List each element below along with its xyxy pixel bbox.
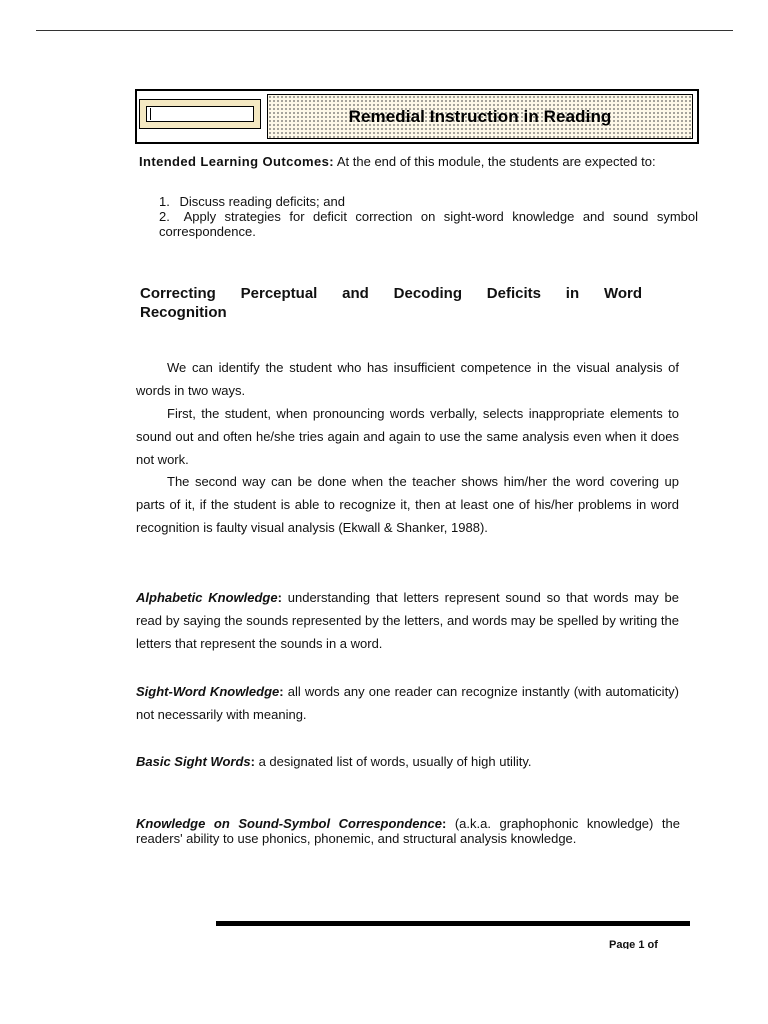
definition-sound-symbol-correspondence	[136, 816, 680, 846]
definition-text: a designated list of words, usually of high utility.	[254, 754, 532, 769]
list-item-number: 1.	[159, 194, 170, 209]
definition-term: Basic Sight Words	[136, 754, 251, 769]
body-paragraph: The second way can be done when the teacher shows him/her the word covering up parts of it, if the student is able to recognize it, then at least one of his/her problems in word recognition is faulty visual analysis (Ekwall & Shanker, 1988).	[136, 474, 679, 535]
definition-text: understanding that letters represent sound so that words may be read by saying the sounds represented by the letters, and words may be spelled by writing the letters that represent the sounds in a word.	[136, 590, 679, 651]
title-box	[135, 89, 699, 144]
title-banner	[267, 94, 693, 139]
definition-colon: :	[250, 754, 255, 769]
title-tab	[139, 99, 261, 129]
definition-text: (a.k.a. graphophonic knowledge) the readers' ability to use phonics, phonemic, and structural analysis knowledge.	[136, 816, 681, 846]
top-rule	[36, 30, 733, 31]
ilo-text: At the end of this module, the students are expected to:	[333, 154, 656, 169]
list-item-text: Discuss reading deficits; and	[179, 194, 345, 209]
list-item	[159, 194, 698, 209]
definition-colon: :	[277, 590, 282, 605]
bottom-rule	[216, 921, 690, 926]
ilo-label: Intended Learning Outcomes:	[139, 154, 334, 169]
definition-term: Alphabetic Knowledge	[136, 590, 278, 605]
list-item	[159, 209, 698, 239]
list-item-number: 2.	[159, 209, 170, 224]
body-paragraph: We can identify the student who has insufficient competence in the visual analysis of words in two ways.	[136, 360, 679, 398]
list-item-text: Apply strategies for deficit correction on sight-word knowledge and sound symbol correspondence.	[159, 209, 698, 239]
definition-colon: :	[279, 684, 284, 699]
definition-text: all words any one reader can recognize instantly (with automaticity) not necessarily with meaning.	[136, 684, 680, 722]
definition-colon: :	[441, 816, 447, 831]
section-heading: Correcting Perceptual and Decoding Deficits in Word Recognition	[140, 285, 642, 321]
outcomes-list	[159, 194, 698, 239]
page-number: Page 1 of	[609, 940, 658, 949]
intended-learning-outcomes	[139, 154, 698, 169]
page-title: Remedial Instruction in Reading	[348, 107, 612, 126]
title-tab-field	[146, 106, 254, 122]
definition-term: Sight-Word Knowledge	[136, 684, 280, 699]
definition-term: Knowledge on Sound-Symbol Correspondence	[136, 816, 442, 831]
definition-basic-sight-words	[136, 754, 548, 769]
definition-alphabetic-knowledge	[136, 586, 679, 655]
definition-sight-word-knowledge	[136, 680, 679, 726]
body-paragraph: First, the student, when pronouncing words verbally, selects inappropriate elements to sound out and often he/she tries again and again to use the same analysis even when it does not work.	[136, 406, 679, 467]
